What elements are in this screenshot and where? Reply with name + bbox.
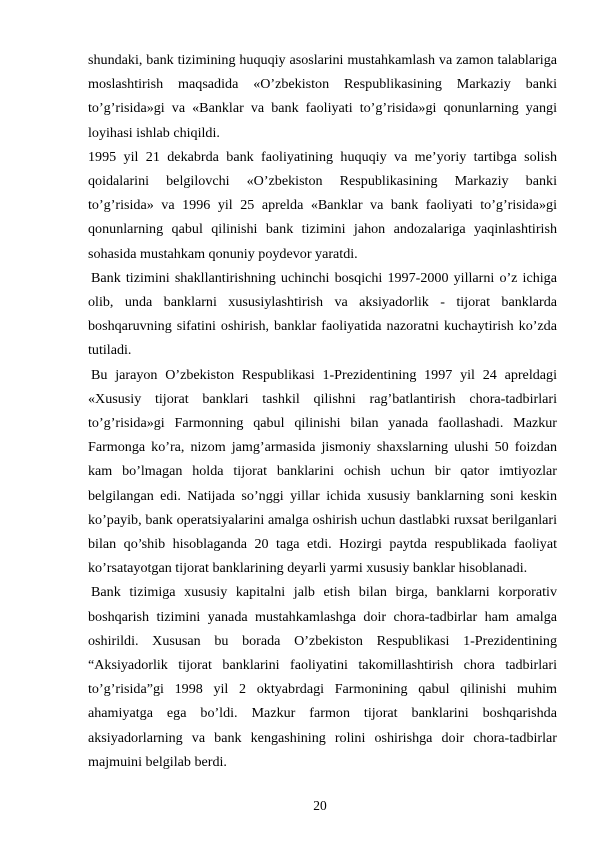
- paragraph-4: Bu jarayon O’zbekiston Respublikasi 1-Prezidentining 1997 yil 24 apreldagi «Xususiy tijorat banklari tashkil qilishni rag’batlantirish chora-tadbirlari to’g’risida»gi Farmonning qabul qilinishi bilan yanada faollashadi. Mazkur Farmonga ko’ra, nizom jamg’armasida jismoniy shaxslarning ulushi 50 foizdan kam bo’lmagan holda tijorat banklarini ochish uchun bir qator imtiyozlar belgilangan edi. Natijada so’nggi yillar ichida xususiy banklarning soni keskin ko’payib, bank operatsiyalarini amalga oshirish uchun dastlabki ruxsat berilganlari bilan qo’shib hisoblaganda 20 taga etdi. Hozirgi paytda respublikada faoliyat ko’rsatayotgan tijorat banklarining deyarli yarmi xususiy banklar hisoblanadi.: [88, 366, 557, 577]
- paragraph-5: Bank tizimiga xususiy kapitalni jalb etish bilan birga, banklarni korporativ boshqarish tizimini yanada mustahkamlashga doir chora-tadbirlar ham amalga oshirildi. Xususan bu borada O’zbekiston Respublikasi 1-Prezidentining “Aksiyadorlik tijorat banklarini faoliyatini takomillashtirish chora tadbirlari to’g’risida”gi 1998 yil 2 oktyabrdagi Farmonining qabul qilinishi muhim ahamiyatga ega bo’ldi. Mazkur farmon tijorat banklarini boshqarishda aksiyadorlarning va bank kengashining rolini oshirishga doir chora-tadbirlar majmuini belgilab berdi.: [88, 584, 557, 770]
- paragraph-2: 1995 yil 21 dekabrda bank faoliyatining huquqiy va me’yoriy tartibga solish qoidalarini belgilovchi «O’zbekiston Respublikasining Markaziy banki to’g’risida» va 1996 yil 25 aprelda «Banklar va bank faoliyati to’g’risida»gi qonunlarning qabul qilinishi bank tizimini jahon andozalariga yaqinlashtirish sohasida mustahkam qonuniy poydevor yaratdi.: [88, 148, 557, 262]
- paragraph-1: shundaki, bank tizimining huquqiy asoslarini mustahkamlash va zamon talablariga moslashtirish maqsadida «O’zbekiston Respublikasining Markaziy banki to’g’risida»gi va «Banklar va bank faoliyati to’g’risida»gi qonunlarning yangi loyihasi ishlab chiqildi.: [88, 52, 557, 141]
- page-number: 20: [313, 798, 327, 813]
- paragraph-3: Bank tizimini shakllantirishning uchinchi bosqichi 1997-2000 yillarni o’z ichiga olib, unda banklarni xususiylashtirish va aksiyadorlik - tijorat banklarda boshqaruvning sifatini oshirish, banklar faoliyatida nazoratni kuchaytirish ko’zda tutiladi.: [88, 269, 557, 359]
- page-body: [88, 48, 557, 774]
